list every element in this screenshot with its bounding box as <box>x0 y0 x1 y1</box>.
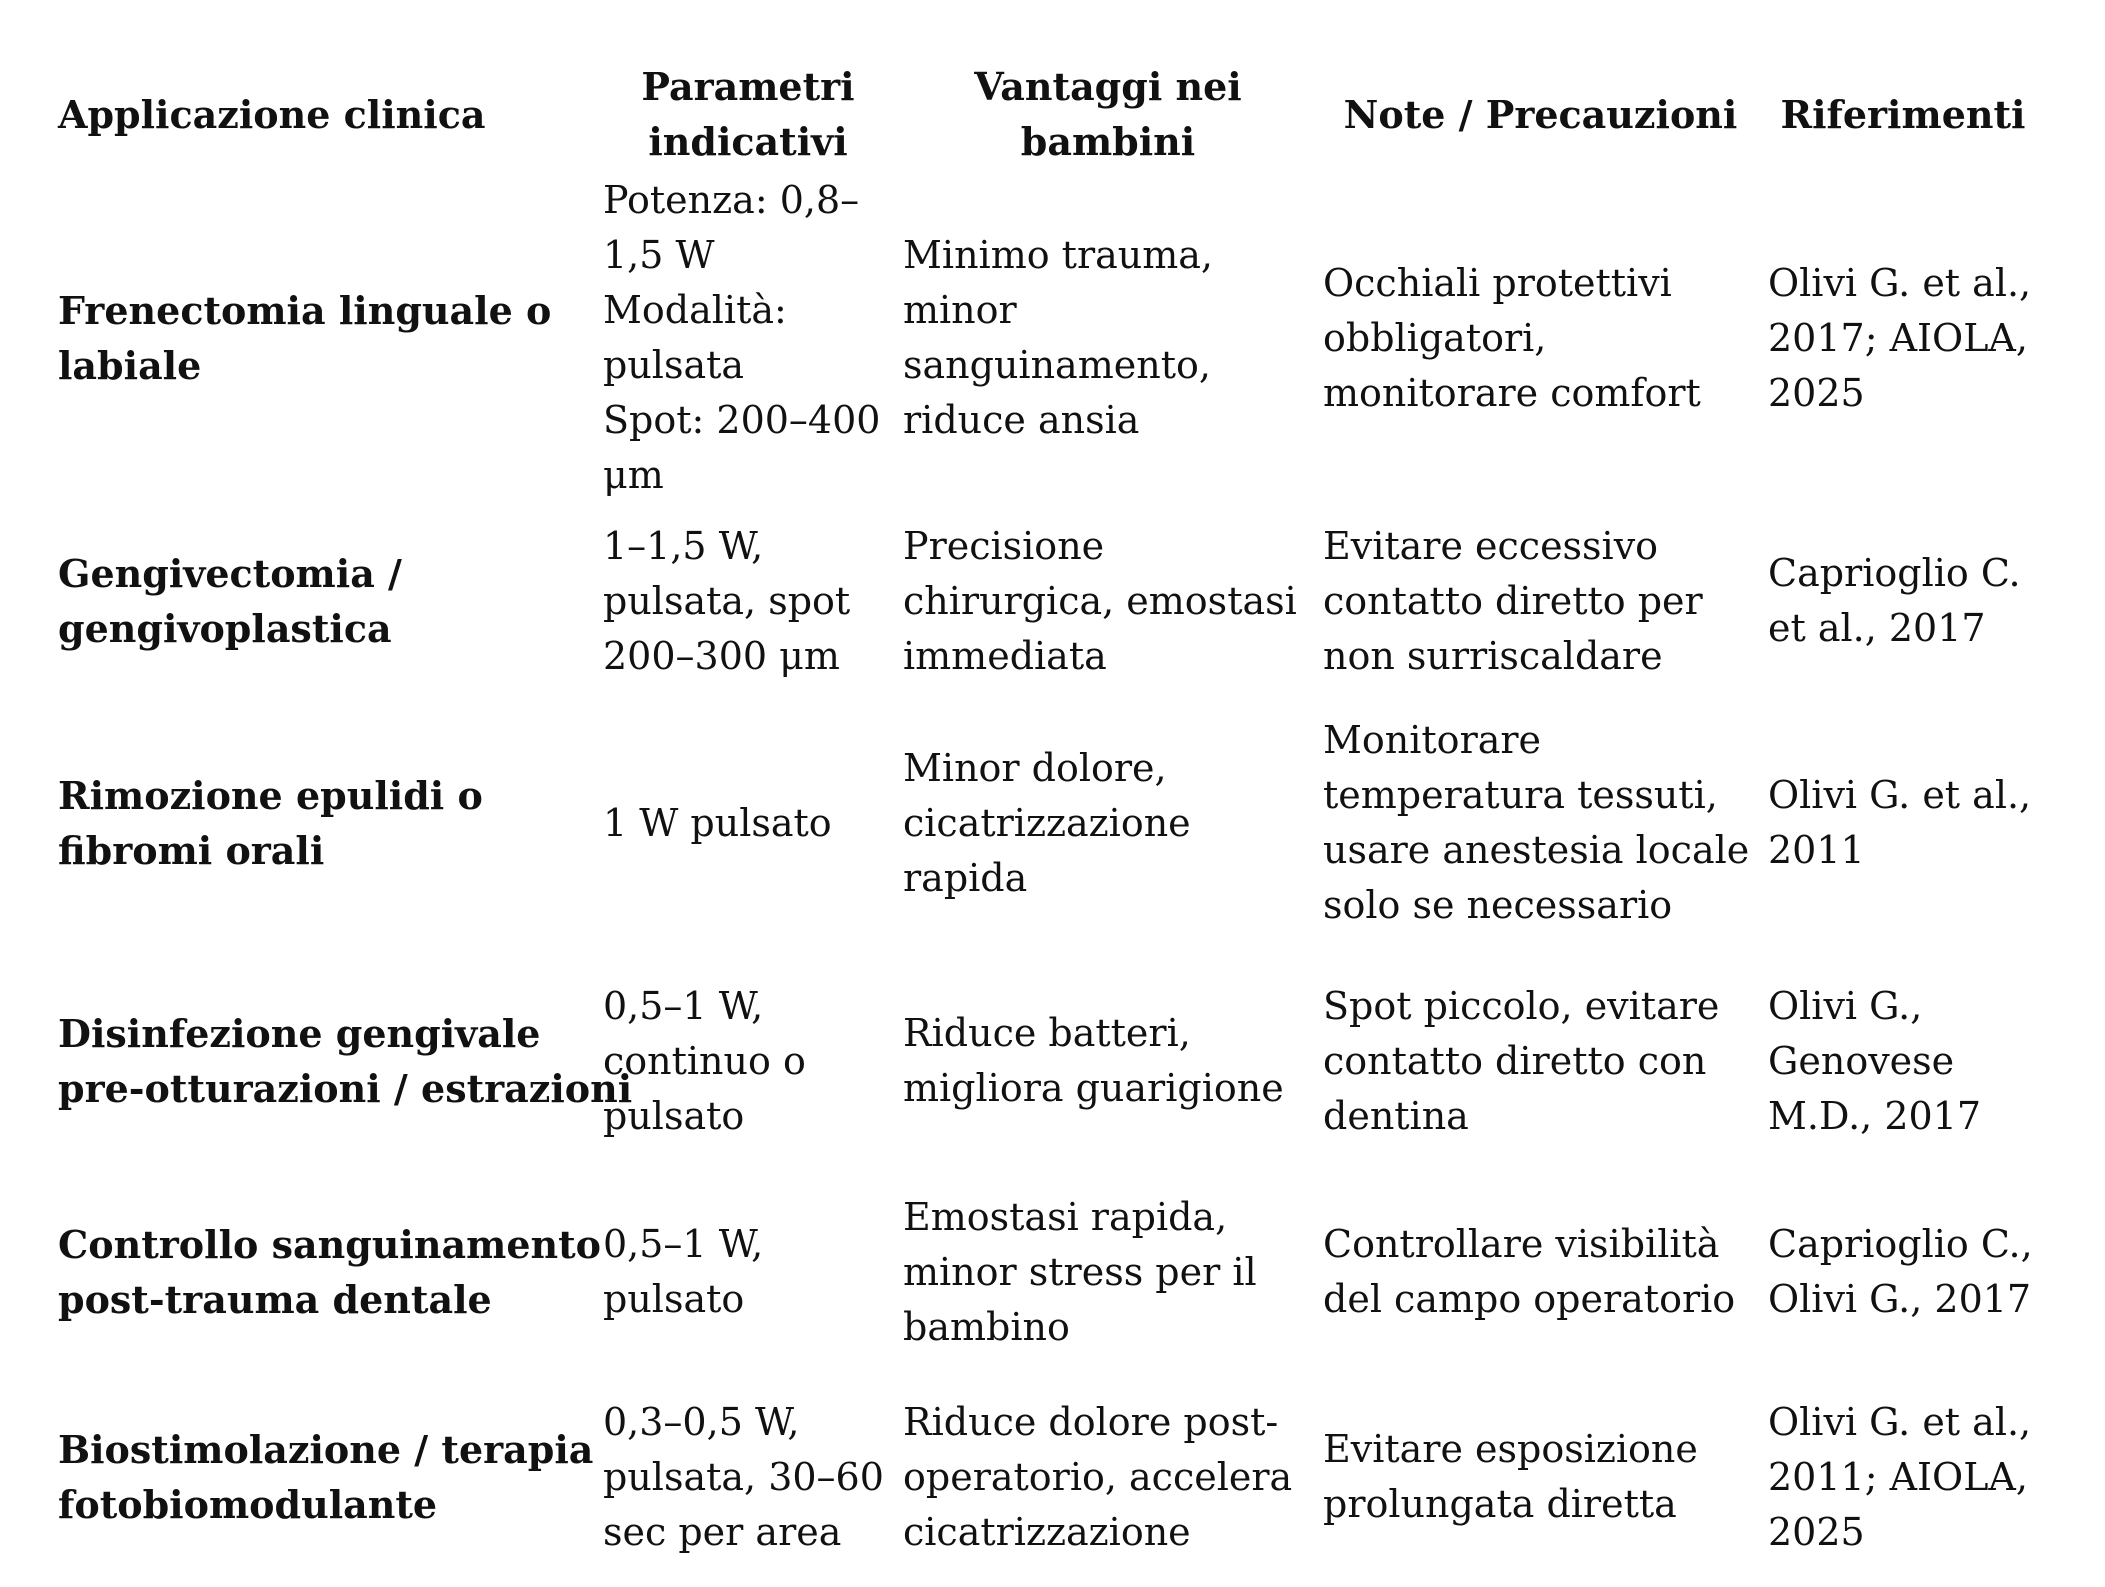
row-3-params <box>603 696 903 950</box>
header-line: bambini <box>1020 119 1196 164</box>
cell-line: 2025 <box>1768 1509 1865 1554</box>
cell-line: migliora guarigione <box>903 1066 1284 1110</box>
cell-line: Controllare visibilità <box>1323 1222 1720 1266</box>
row-6-note <box>1323 1372 1768 1582</box>
cell-line: Emostasi rapida, <box>903 1194 1228 1239</box>
cell-line: M.D., 2017 <box>1768 1093 1982 1138</box>
row-5-params <box>603 1172 903 1372</box>
cell-line: cicatrizzazione <box>903 1509 1191 1554</box>
cell-line: cicatrizzazione <box>903 800 1191 845</box>
row-3-vantaggi <box>903 696 1323 950</box>
row-1-note <box>1323 170 1768 506</box>
cell-line: Olivi G., <box>1768 983 1923 1028</box>
cell-line: Spot: 200–400 <box>603 398 881 442</box>
header-applicazione <box>58 58 603 170</box>
cell-line: Olivi G. et al., <box>1768 773 2032 817</box>
header-line: Applicazione clinica <box>58 91 486 137</box>
cell-line: pulsato <box>603 1093 745 1138</box>
cell-line: Spot piccolo, evitare <box>1323 983 1720 1028</box>
cell-line: contatto diretto con <box>1323 1038 1707 1083</box>
cell-line: Minimo trauma, <box>903 233 1214 277</box>
cell-line: labiale <box>58 343 202 388</box>
cell-line: Evitare eccessivo <box>1323 523 1659 568</box>
cell-line: pulsata, spot <box>603 578 851 623</box>
row-4-params <box>603 950 903 1172</box>
cell-line: gengivoplastica <box>58 606 392 651</box>
header-line: Note / Precauzioni <box>1343 91 1738 137</box>
cell-line: pulsato <box>603 1277 745 1321</box>
cell-line: minor <box>903 288 1017 332</box>
cell-line: 1 W pulsato <box>603 800 832 845</box>
row-6-params <box>603 1372 903 1582</box>
cell-line: monitorare comfort <box>1323 370 1701 415</box>
cell-line: chirurgica, emostasi <box>903 578 1297 623</box>
header-line: Parametri <box>641 64 855 109</box>
cell-line: minor stress per il <box>903 1249 1257 1294</box>
header-line: indicativi <box>648 119 848 164</box>
cell-line: dentina <box>1323 1093 1469 1138</box>
cell-line: contatto diretto per <box>1323 578 1703 623</box>
cell-line: pulsata, 30–60 <box>603 1454 884 1499</box>
row-1-app <box>58 170 603 506</box>
header-parametri <box>603 58 903 170</box>
cell-line: Minor dolore, <box>903 745 1167 790</box>
cell-line: sec per area <box>603 1509 842 1554</box>
row-4-rif <box>1768 950 2048 1172</box>
cell-line: Monitorare <box>1323 718 1542 762</box>
cell-line: solo se necessario <box>1323 883 1673 927</box>
cell-line: 0,3–0,5 W, <box>603 1399 800 1444</box>
cell-line: Occhiali protettivi <box>1323 260 1672 305</box>
header-riferimenti <box>1768 58 2048 170</box>
cell-line: 1,5 W <box>603 233 715 277</box>
cell-line: Gengivectomia / <box>58 551 402 596</box>
header-line: Riferimenti <box>1780 91 2026 137</box>
cell-line: 0,5–1 W, <box>603 983 764 1028</box>
row-5-app <box>58 1172 603 1372</box>
cell-line: prolungata diretta <box>1323 1482 1677 1526</box>
cell-line: non surriscaldare <box>1323 633 1663 678</box>
cell-line: 200–300 μm <box>603 633 840 678</box>
cell-line: Olivi G. et al., <box>1768 1399 2032 1444</box>
cell-line: Olivi G. et al., <box>1768 260 2032 305</box>
cell-line: Caprioglio C. <box>1768 551 2021 595</box>
cell-line: bambino <box>903 1304 1070 1349</box>
cell-line: sanguinamento, <box>903 343 1211 387</box>
row-6-app <box>58 1372 603 1582</box>
cell-line: Genovese <box>1768 1038 1955 1083</box>
cell-line: Precisione <box>903 523 1105 568</box>
cell-line: Biostimolazione / terapia <box>58 1427 594 1472</box>
row-5-rif <box>1768 1172 2048 1372</box>
cell-line: 0,5–1 W, <box>603 1222 764 1266</box>
header-vantaggi <box>903 58 1323 170</box>
cell-line: μm <box>603 453 664 497</box>
row-2-app <box>58 506 603 696</box>
cell-line: operatorio, accelera <box>903 1454 1293 1499</box>
row-4-app <box>58 950 633 1172</box>
cell-line: 2025 <box>1768 370 1865 415</box>
cell-line: Modalità: <box>603 288 787 332</box>
cell-line: 1–1,5 W, <box>603 523 764 568</box>
row-1-params <box>603 170 903 506</box>
cell-line: usare anestesia locale <box>1323 828 1750 872</box>
cell-line: et al., 2017 <box>1768 606 1986 650</box>
cell-line: fibromi orali <box>58 828 325 873</box>
cell-line: Evitare esposizione <box>1323 1427 1698 1471</box>
row-2-vantaggi <box>903 506 1323 696</box>
row-4-vantaggi <box>903 950 1323 1172</box>
cell-line: pulsata <box>603 343 745 387</box>
row-2-rif <box>1768 506 2048 696</box>
row-5-vantaggi <box>903 1172 1323 1372</box>
cell-line: 2017; AIOLA, <box>1768 315 2028 360</box>
cell-line: post-trauma dentale <box>58 1277 492 1322</box>
cell-line: Disinfezione gengivale <box>58 1011 541 1056</box>
row-6-vantaggi <box>903 1372 1323 1582</box>
row-1-vantaggi <box>903 170 1323 506</box>
cell-line: del campo operatorio <box>1323 1277 1736 1321</box>
row-2-note <box>1323 506 1768 696</box>
cell-line: pre-otturazioni / estrazioni <box>58 1066 633 1111</box>
cell-line: Controllo sanguinamento <box>58 1222 602 1267</box>
row-3-app <box>58 696 603 950</box>
cell-line: fotobiomodulante <box>58 1482 438 1527</box>
cell-line: temperatura tessuti, <box>1323 773 1718 817</box>
cell-line: rapida <box>903 855 1028 900</box>
header-note <box>1323 58 1768 170</box>
row-3-rif <box>1768 696 2048 950</box>
cell-line: Olivi G., 2017 <box>1768 1277 2032 1321</box>
cell-line: Potenza: 0,8– <box>603 178 860 222</box>
cell-line: continuo o <box>603 1038 806 1083</box>
cell-line: Caprioglio C., <box>1768 1222 2033 1266</box>
header-line: Vantaggi nei <box>974 64 1242 109</box>
cell-line: Rimozione epulidi o <box>58 773 483 818</box>
cell-line: Riduce batteri, <box>903 1011 1191 1055</box>
cell-line: immediata <box>903 633 1107 678</box>
row-3-note <box>1323 696 1768 950</box>
cell-line: 2011 <box>1768 828 1865 872</box>
cell-line: Riduce dolore post- <box>903 1399 1279 1444</box>
clinical-table <box>58 58 2048 1582</box>
row-6-rif <box>1768 1372 2048 1582</box>
row-5-note <box>1323 1172 1768 1372</box>
row-2-params <box>603 506 903 696</box>
cell-line: riduce ansia <box>903 398 1140 442</box>
cell-line: Frenectomia linguale o <box>58 288 552 333</box>
cell-line: 2011; AIOLA, <box>1768 1454 2028 1499</box>
row-1-rif <box>1768 170 2048 506</box>
row-4-note <box>1323 950 1768 1172</box>
cell-line: obbligatori, <box>1323 315 1547 360</box>
